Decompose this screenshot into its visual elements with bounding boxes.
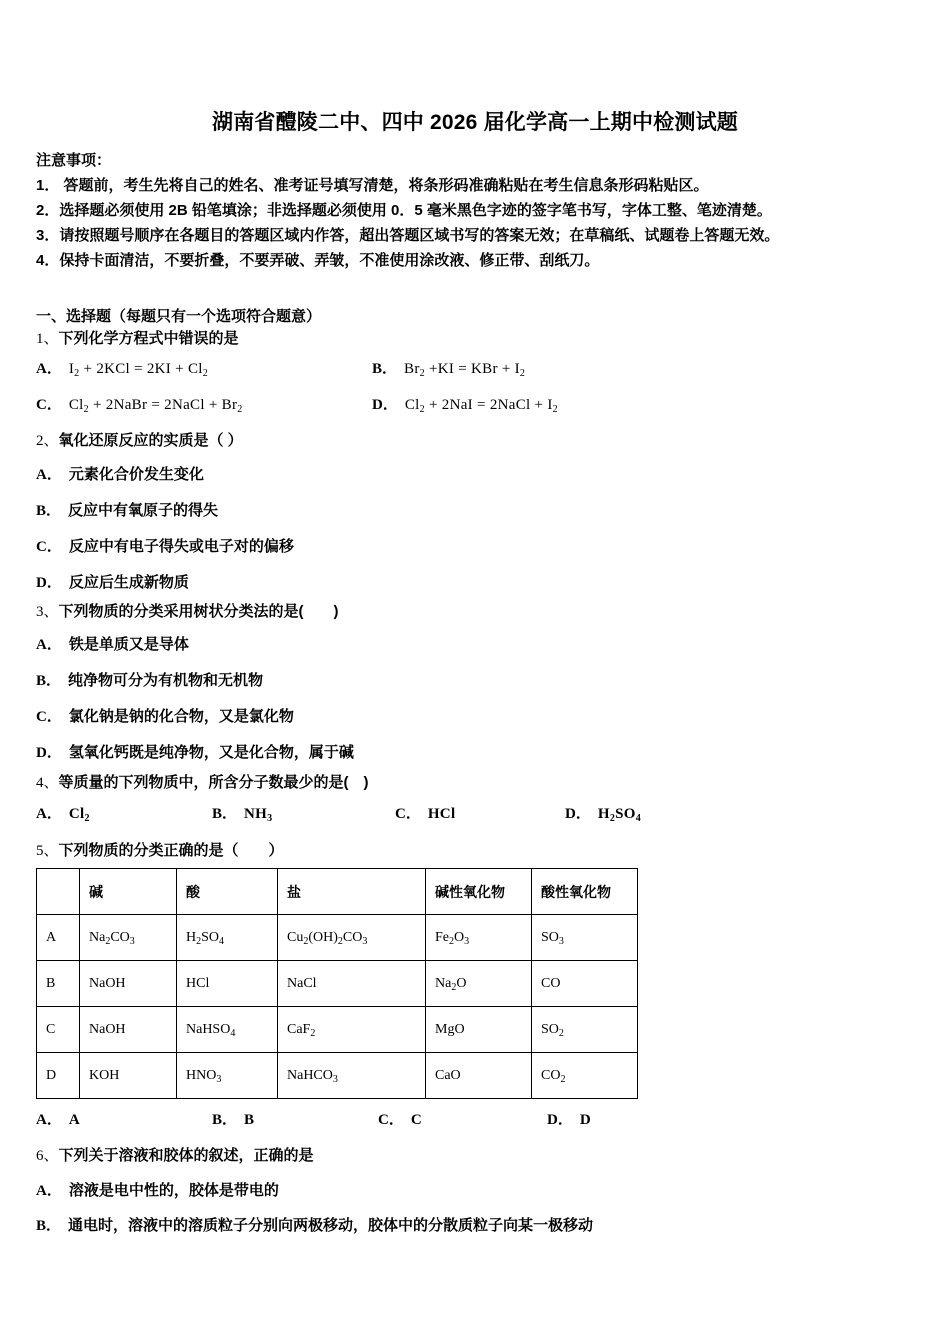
table-cell: CaF$_2$ [278,1007,426,1053]
table-cell: $CO_2$ [532,1053,638,1099]
table-header-row [37,869,638,915]
table-cell: $SO_2$ [532,1007,638,1053]
option-formula: $I_2 + 2KCl = 2KI + Cl_2$ [68,361,209,379]
question-5-number: 5、 [36,843,59,859]
question-3-option-d-row [0,742,950,764]
question-1-options-row-1 [0,358,950,380]
question-5-option-c[interactable] [378,1109,422,1131]
table-cell: NaOH [80,1007,177,1053]
option-label: C． [36,397,62,413]
question-4-option-b[interactable] [212,803,272,827]
question-2-option-b[interactable] [36,500,218,522]
question-6-text: 下列关于溶液和胶体的叙述，正确的是 [58,1147,314,1164]
table-cell: $Na_2CO_3$ [80,915,177,961]
option-label: B． [36,673,62,689]
question-2-option-c-row [0,536,950,558]
option-label: A． [36,637,62,653]
table-row [37,1007,638,1053]
table-cell: CO [532,961,638,1007]
option-text: 元素化合价发生变化 [68,466,204,483]
table-cell: KOH [80,1053,177,1099]
option-label: B． [372,361,398,377]
notice-item: 2．选择题必须使用 2B 铅笔填涂；非选择题必须使用 0．5 毫米黑色字迹的签字笔书写，字体工整、笔迹清楚。 [36,202,772,219]
question-2-number: 2、 [36,433,59,449]
question-4-stem [36,772,369,794]
table-cell: $HNO_3$ [177,1053,278,1099]
option-label: D． [372,397,398,413]
table-cell: $H_2SO_4$ [177,915,278,961]
option-text: 反应中有电子得失或电子对的偏移 [68,538,294,555]
table-cell: NaHSO$_4$ [177,1007,278,1053]
notice-block [36,148,922,273]
option-formula: $NH_3$ [244,806,273,824]
table-row-label: C [37,1007,80,1053]
option-text: 反应后生成新物质 [68,574,189,591]
table-row [37,1053,638,1099]
notice-heading: 注意事项： [36,152,112,169]
question-5-option-d[interactable] [547,1109,591,1131]
option-formula: A [68,1112,80,1128]
question-2-text: 氧化还原反应的实质是（ ） [58,432,243,449]
question-2-option-a-row [0,464,950,486]
option-formula: $H_2SO_4$ [597,806,642,824]
question-3-option-c-row [0,706,950,728]
question-3-option-b-row [0,670,950,692]
question-4-options-row [0,803,950,825]
table-cell: HCl [177,961,278,1007]
option-label: A． [36,467,62,483]
question-3-option-a-row [0,634,950,656]
question-3-option-b[interactable] [36,670,263,692]
question-3-option-a[interactable] [36,634,189,656]
table-cell: $Fe_2O_3$ [426,915,532,961]
question-3-number: 3、 [36,604,59,620]
option-label: D． [547,1112,573,1128]
option-formula: B [244,1112,255,1128]
table-cell: NaOH [80,961,177,1007]
option-label: A． [36,806,62,822]
question-3-text: 下列物质的分类采用树状分类法的是( ) [58,603,339,620]
question-1-option-b[interactable] [372,358,525,382]
table-header-cell: 碱性氧化物 [426,869,532,915]
classification-table [36,868,638,1099]
option-label: A． [36,1183,62,1199]
question-3-stem [36,601,339,623]
question-1-text: 下列化学方程式中错误的是 [58,330,239,347]
question-4-text: 等质量的下列物质中，所含分子数最少的是( ) [58,774,369,791]
question-1-stem [36,328,239,350]
option-label: B． [212,806,238,822]
table-header-cell [37,869,80,915]
option-text: 纯净物可分为有机物和无机物 [68,672,264,689]
option-text: 通电时，溶液中的溶质粒子分别向两极移动，胶体中的分散质粒子向某一极移动 [68,1217,594,1234]
question-2-option-b-row [0,500,950,522]
table-row-label: A [37,915,80,961]
question-3-option-d[interactable] [36,742,354,764]
question-2-option-c[interactable] [36,536,294,558]
option-label: C． [395,806,421,822]
question-2-stem [36,430,243,452]
page-title: 湖南省醴陵二中、四中 2026 届化学高一上期中检测试题 [212,111,738,134]
option-label: D． [36,575,62,591]
question-5-stem [36,840,284,862]
option-label: B． [36,503,62,519]
option-formula: $Cl_2 + 2NaI$ = 2NaCl + $I_2$ [404,397,558,415]
option-label: A． [36,1112,62,1128]
table-row-label: B [37,961,80,1007]
question-6-option-a[interactable] [36,1180,279,1202]
option-text: 氢氧化钙既是纯净物，又是化合物，属于碱 [68,744,354,761]
option-formula: $Cl_2$ [68,806,90,824]
table-header-cell: 盐 [278,869,426,915]
question-6-number: 6、 [36,1148,59,1164]
option-text: 铁是单质又是导体 [68,636,189,653]
question-1-number: 1、 [36,331,59,347]
question-2-option-d[interactable] [36,572,189,594]
section-heading: 一、选择题（每题只有一个选项符合题意） [36,308,322,325]
option-formula: HCl [427,806,456,822]
table-cell: $Na_2O$ [426,961,532,1007]
option-label: C． [36,709,62,725]
question-3-option-c[interactable] [36,706,294,728]
question-6-option-b[interactable] [36,1215,593,1237]
option-label: A． [36,361,62,377]
option-label: D． [36,745,62,761]
question-4-option-d[interactable] [565,803,641,827]
table-row-label: D [37,1053,80,1099]
table-cell: CaO [426,1053,532,1099]
question-4-option-a[interactable] [36,803,90,827]
question-6-stem [36,1145,314,1167]
table-header-cell: 碱 [80,869,177,915]
table-row [37,961,638,1007]
question-5-text: 下列物质的分类正确的是（ ） [58,842,284,859]
option-text: 溶液是电中性的，胶体是带电的 [68,1182,279,1199]
table-header-cell: 酸性氧化物 [532,869,638,915]
option-label: C． [36,539,62,555]
question-5-option-a[interactable] [36,1109,80,1131]
option-label: B． [36,1218,62,1234]
table-cell: MgO [426,1007,532,1053]
question-5-options-row [0,1109,950,1131]
notice-item: 4．保持卡面清洁，不要折叠，不要弄破、弄皱，不准使用涂改液、修正带、刮纸刀。 [36,252,600,269]
table-cell: $Cu_2(OH)_2CO_3$ [278,915,426,961]
table-cell: NaCl [278,961,426,1007]
question-2-option-a[interactable] [36,464,204,486]
question-1-option-c[interactable] [36,394,243,418]
question-4-number: 4、 [36,775,59,791]
question-6-option-a-row [0,1180,950,1202]
question-4-option-c[interactable] [395,803,455,825]
option-formula: C [410,1112,422,1128]
option-formula: D [579,1112,591,1128]
option-label: D． [565,806,591,822]
option-formula: $Br_2 +KI$ = KBr + $I_2$ [404,361,526,379]
question-1-option-d[interactable] [372,394,558,418]
notice-item: 1． 答题前，考生先将自己的姓名、准考证号填写清楚，将条形码准确粘贴在考生信息条形码粘贴区。 [36,177,709,194]
table-cell: NaHCO$_3$ [278,1053,426,1099]
option-text: 氯化钠是钠的化合物，又是氯化物 [68,708,294,725]
question-5-option-b[interactable] [212,1109,254,1131]
option-formula: $Cl_2$ + 2NaBr = 2NaCl + $Br_2$ [68,397,243,415]
option-text: 反应中有氧原子的得失 [68,502,219,519]
option-label: B． [212,1112,238,1128]
question-2-option-d-row [0,572,950,594]
question-6-option-b-row [0,1215,950,1237]
option-label: C． [378,1112,404,1128]
table-header-cell: 酸 [177,869,278,915]
question-1-options-row-2 [0,394,950,416]
notice-item: 3．请按照题号顺序在各题目的答题区域内作答，超出答题区域书写的答案无效；在草稿纸、试题卷上答题无效。 [36,227,780,244]
question-1-option-a[interactable] [36,358,208,382]
table-cell: $SO_3$ [532,915,638,961]
table-row [37,915,638,961]
